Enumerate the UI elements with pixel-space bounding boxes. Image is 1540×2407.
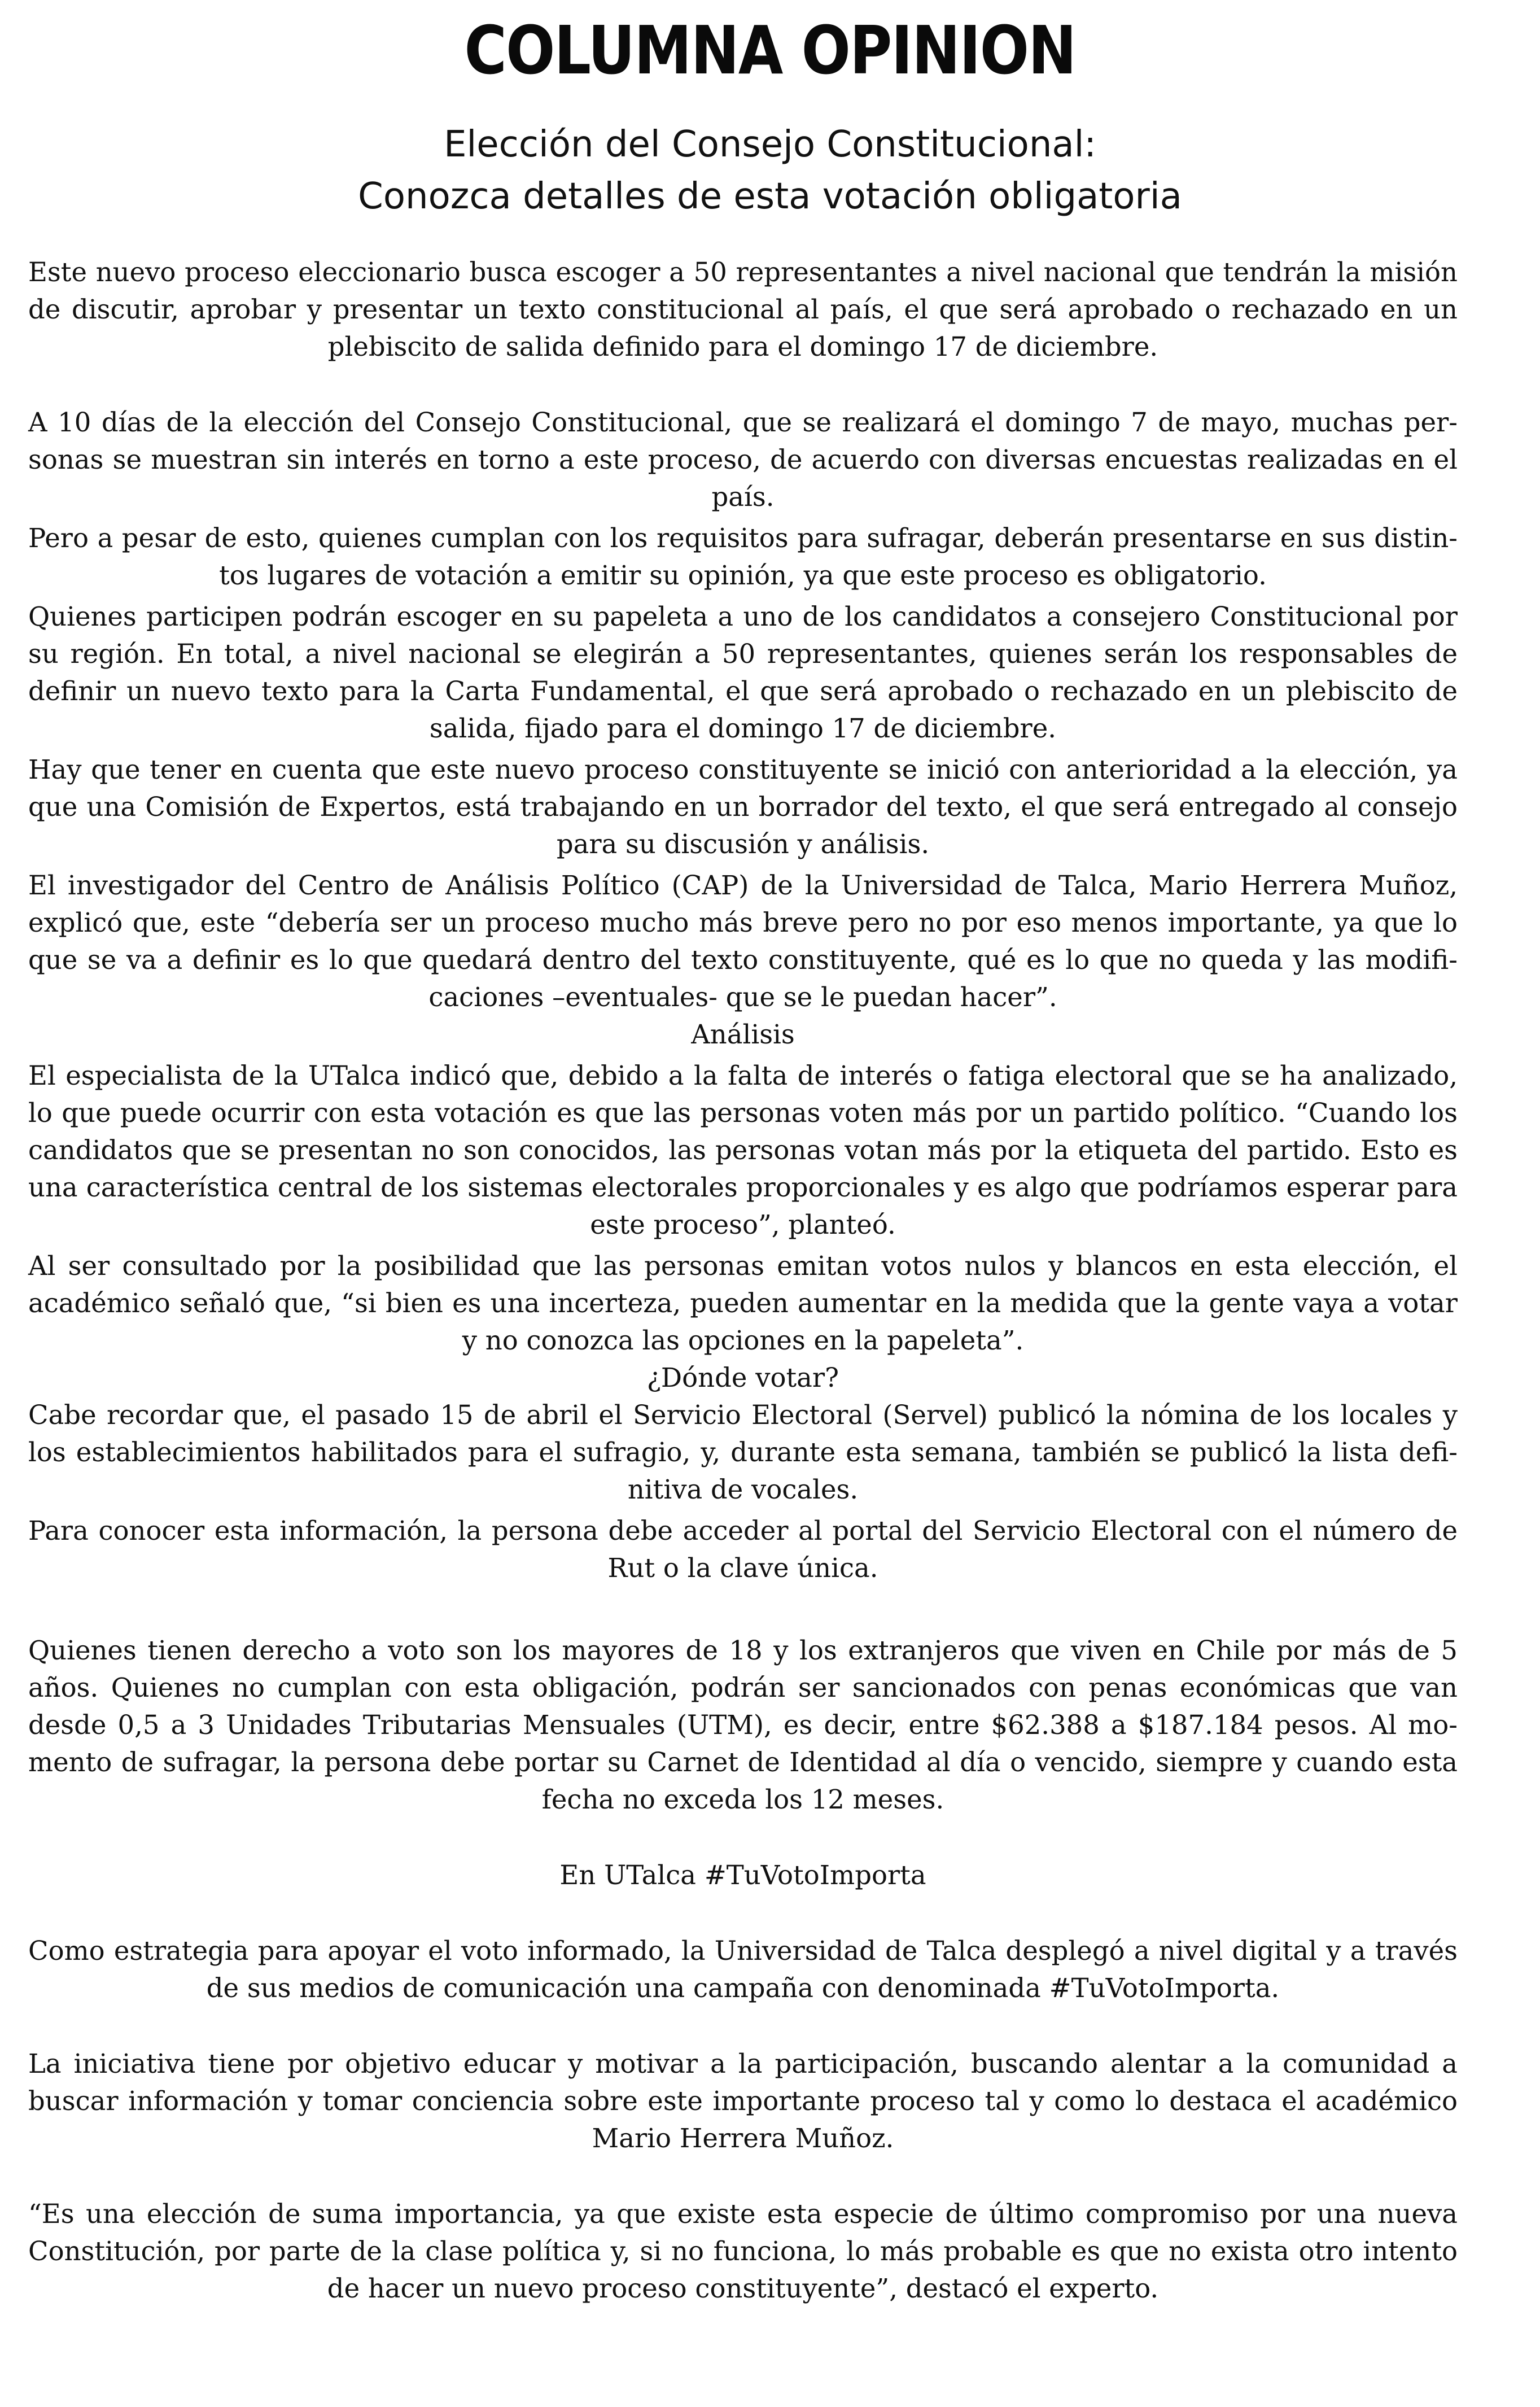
paragraph: Quienes tienen derecho a voto son los mayores de 18 y los extranjeros que viven en Chile por más de 5 años. Quienes no cumplan con esta obligación, podrán ser sancionados con penas económicas que van desde 0,5 a 3 Unidades Tributarias Mensuales (UTM), es decir, entre $62.388 a $187.184 pesos. Al momento de sufragar, la persona debe portar su Carnet de Identidad al día o vencido, siempre y cuando esta fecha no exceda los 12 meses. xyxy=(28,1635,1458,1815)
paragraph: Este nuevo proceso eleccionario busca escoger a 50 representantes a nivel nacional que tendrán la misión de discutir, aprobar y presentar un texto constitucional al país, el que será aprobado o rechazado en un plebiscito de salida definido para el domingo 17 de diciembre. xyxy=(28,257,1458,362)
paragraph: Para conocer esta información, la persona debe acceder al portal del Servicio Electoral con el número de Rut o la clave única. xyxy=(28,1515,1458,1583)
paragraph: Quienes participen podrán escoger en su papeleta a uno de los candidatos a consejero Constitucional por su región. En total, a nivel nacional se elegirán a 50 representantes, quienes serán los responsables de definir un nuevo texto para la Carta Fundamental, el que será aprobado o rechazado en un plebiscito de salida, fijado para el domingo 17 de diciembre. xyxy=(28,601,1458,744)
headline-line-1: Elección del Consejo Constitucional: xyxy=(444,124,1096,165)
article-body xyxy=(28,254,1458,2307)
paragraph: Pero a pesar de esto, quienes cumplan con los requisitos para sufragar, deberán presentarse en sus distintos lugares de votación a emitir su opinión, ya que este proceso es obligatorio. xyxy=(28,523,1458,591)
paragraph: Hay que tener en cuenta que este nuevo proceso constituyente se inició con anterioridad a la elección, ya que una Comisión de Expertos, está trabajando en un borrador del texto, el que será entregado al consejo para su discusión y análisis. xyxy=(28,754,1458,859)
headline-line-2: Conozca detalles de esta votación obligatoria xyxy=(358,176,1182,217)
paragraph: A 10 días de la elección del Consejo Constitucional, que se realizará el domingo 7 de mayo, muchas personas se muestran sin interés en torno a este proceso, de acuerdo con diversas encuestas realizadas en el país. xyxy=(28,407,1458,512)
paragraph: El especialista de la UTalca indicó que, debido a la falta de interés o fatiga electoral que se ha analizado, lo que puede ocurrir con esta votación es que las personas voten más por un partido político. “Cuando los candidatos que se presentan no son conocidos, las personas votan más por la etiqueta del partido. Esto es una característica central de los sistemas electorales proporcionales y es algo que podríamos esperar para este proceso”, planteó. xyxy=(28,1060,1458,1240)
subheading-donde-votar: ¿Dónde votar? xyxy=(646,1362,839,1393)
article-headline xyxy=(0,119,1540,222)
subheading-tuvotoimporta: En UTalca #TuVotoImporta xyxy=(559,1860,926,1890)
paragraph: Al ser consultado por la posibilidad que las personas emitan votos nulos y blancos en esta elección, el académico señaló que, “si bien es una incerteza, pueden aumentar en la medida que la gente vaya a votar y no conozca las opciones en la papeleta”. xyxy=(28,1251,1458,1356)
paragraph: La iniciativa tiene por objetivo educar y motivar a la participación, buscando alentar a la comunidad a buscar información y tomar conciencia sobre este importante proceso tal y como lo destaca el académico Mario Herrera Muñoz. xyxy=(28,2048,1458,2153)
section-label: COLUMNA OPINION xyxy=(464,11,1076,89)
paragraph: Como estrategia para apoyar el voto informado, la Universidad de Talca desplegó a nivel digital y a través de sus medios de comunicación una campaña con denominada #TuVotoImporta. xyxy=(28,1936,1458,2003)
paragraph: Cabe recordar que, el pasado 15 de abril el Servicio Electoral (Servel) publicó la nómina de los locales y los establecimientos habilitados para el sufragio, y, durante esta semana, también se publicó la lista definitiva de vocales. xyxy=(28,1400,1458,1505)
paragraph: El investigador del Centro de Análisis Político (CAP) de la Universidad de Talca, Mario Herrera Muñoz, explicó que, este “debería ser un proceso mucho más breve pero no por eso menos importante, ya que lo que se va a definir es lo que quedará dentro del texto constituyente, qué es lo que no queda y las modificaciones –eventuales- que se le puedan hacer”. xyxy=(28,870,1458,1012)
paragraph: “Es una elección de suma importancia, ya que existe esta especie de último compromiso por una nueva Constitución, por parte de la clase política y, si no funciona, lo más probable es que no exista otro intento de hacer un nuevo proceso constituyente”, destacó el experto. xyxy=(28,2199,1458,2304)
subheading-analisis: Análisis xyxy=(691,1019,795,1050)
